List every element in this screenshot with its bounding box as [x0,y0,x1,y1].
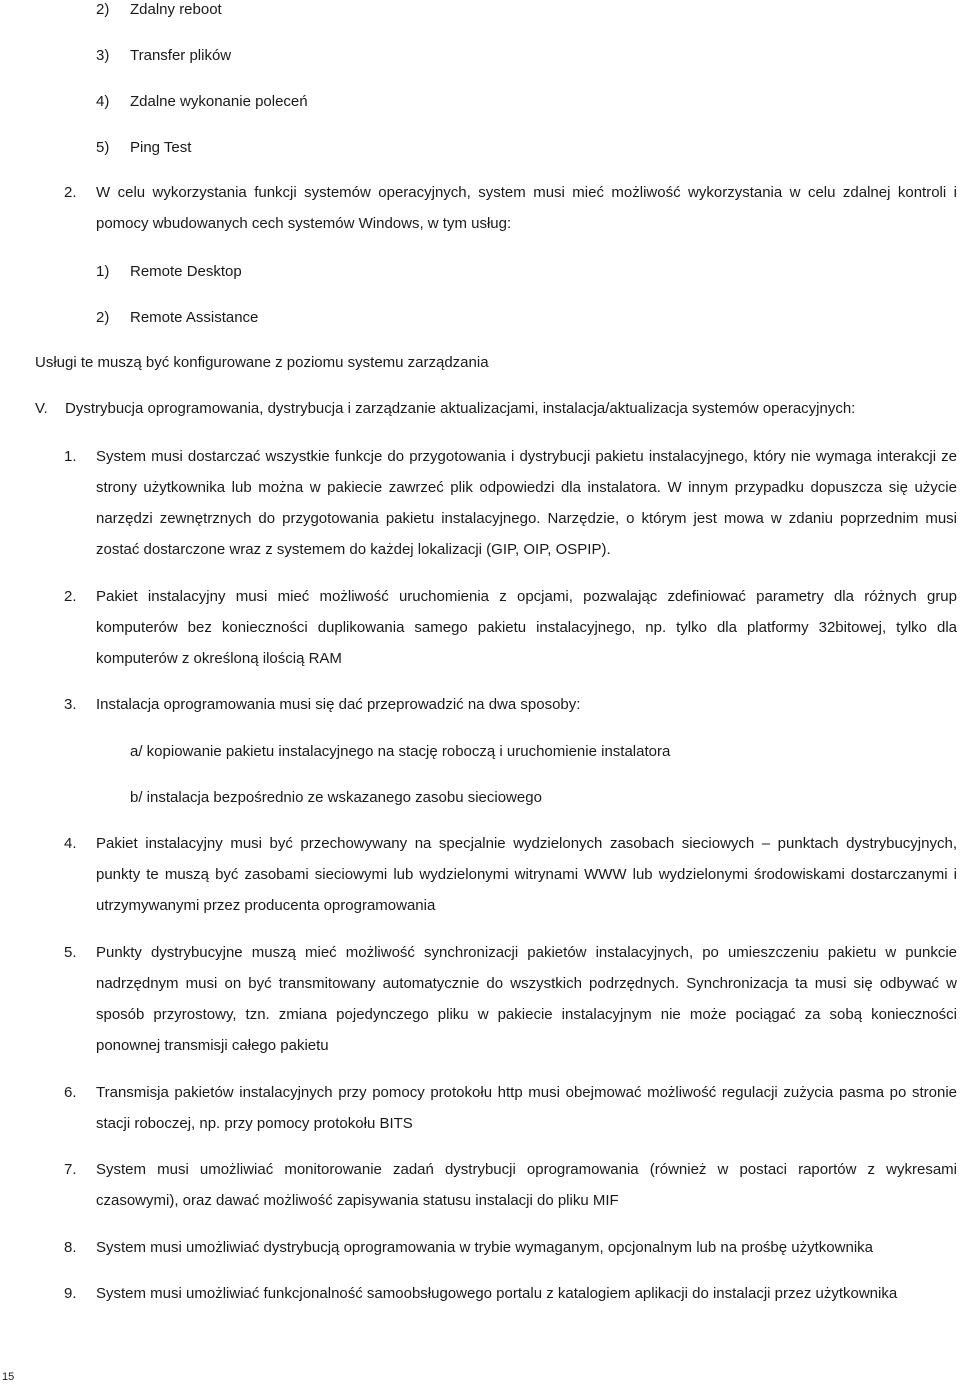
item-number: 8. [64,1239,77,1256]
item-number: 3. [64,696,77,713]
intro-list-item: Transfer plików [130,47,232,64]
item-number: 7. [64,1161,77,1178]
item-text-line: System musi umożliwiać funkcjonalność samoobsługowego portalu z katalogiem aplikacji do instalacji przez użytkownika [96,1285,898,1302]
section2-note: Usługi te muszą być konfigurowane z poziomu systemu zarządzania [35,354,489,371]
item-number: 2. [64,588,77,605]
item-number: 5. [64,944,77,961]
item-number: 4. [64,835,77,852]
item-text-line: ponownej transmisji całego pakietu [96,1037,329,1054]
section2-text-line: W celu wykorzystania funkcji systemów operacyjnych, system musi mieć możliwość wykorzystania w celu zdalnej kontroli i [96,184,957,201]
item-text-line: System musi dostarczać wszystkie funkcje do przygotowania i dystrybucji pakietu instalacyjnego, który nie wymaga interakcji ze [96,448,957,465]
section2-list-number: 1) [96,263,110,280]
item-text-line: nadrzędnym musi on być transmitowany automatycznie do wszystkich podrzędnych. Synchronizacja ta musi się odbywać w [96,975,957,992]
intro-list-item: Zdalne wykonanie poleceń [130,93,308,110]
intro-list-number: 2) [96,1,110,18]
intro-list-number: 5) [96,139,110,156]
item-number: 9. [64,1285,77,1302]
section2-list-item: Remote Assistance [130,309,259,326]
item-number: 1. [64,448,77,465]
item-text-line: punkty te muszą być zasobami sieciowymi lub wydzielonymi witrynami WWW lub wydzielonymi środowiskami dostarczanymi i [96,866,957,883]
item-text-line: System musi umożliwiać monitorowanie zadań dystrybucji oprogramowania (również w postaci raportów z wykresami [96,1161,957,1178]
section2-list-item: Remote Desktop [130,263,242,280]
item-sub-line: a/ kopiowanie pakietu instalacyjnego na stację roboczą i uruchomienie instalatora [130,743,671,760]
item-text-line: Punkty dystrybucyjne muszą mieć możliwość synchronizacji pakietów instalacyjnych, po umieszczeniu pakietu w punkcie [96,944,957,961]
item-text-line: strony użytkownika lub można w pakiecie zawrzeć plik odpowiedzi dla instalatora. W innym przypadku dopuszcza się użycie [96,479,957,496]
section2-number: 2. [64,184,77,201]
item-text-line: Pakiet instalacyjny musi być przechowywany na specjalnie wydzielonych zasobach sieciowych – punktach dystrybucyjnych, [96,835,957,852]
item-text-line: System musi umożliwiać dystrybucją oprogramowania w trybie wymaganym, opcjonalnym lub na prośbę użytkownika [96,1239,873,1256]
item-text-line: komputerów z określoną ilością RAM [96,650,342,667]
page-number: 15 [2,1371,15,1383]
section2-list-number: 2) [96,309,110,326]
item-text-line: sposób przyrostowy, tzn. zmiana pojedynczego pliku w pakiecie instalacyjnym nie może pociągać za sobą konieczności [96,1006,957,1023]
sectionV-title: Dystrybucja oprogramowania, dystrybucja i zarządzanie aktualizacjami, instalacja/aktualizacja systemów operacyjnych: [65,400,856,417]
item-text-line: utrzymywanymi przez producenta oprogramowania [96,897,436,914]
item-text-line: Pakiet instalacyjny musi mieć możliwość uruchomienia z opcjami, pozwalając zdefiniować parametry dla różnych grup [96,588,957,605]
section2-text-line: pomocy wbudowanych cech systemów Windows, w tym usług: [96,215,512,232]
intro-list-number: 3) [96,47,110,64]
item-number: 6. [64,1084,77,1101]
item-text-line: Instalacja oprogramowania musi się dać przeprowadzić na dwa sposoby: [96,696,581,713]
item-text-line: czasowymi), oraz dawać możliwość zapisywania statusu instalacji do pliku MIF [96,1192,619,1209]
item-text-line: zostać dostarczone wraz z systemem do każdej lokalizacji (GIP, OIP, OSPIP). [96,541,611,558]
intro-list-item: Zdalny reboot [130,1,222,18]
sectionV-number: V. [35,400,48,417]
item-text-line: stacji roboczej, np. przy pomocy protokołu BITS [96,1115,413,1132]
intro-list-number: 4) [96,93,110,110]
intro-list-item: Ping Test [130,139,192,156]
item-sub-line: b/ instalacja bezpośrednio ze wskazanego zasobu sieciowego [130,789,542,806]
item-text-line: narzędzi zewnętrznych do przygotowania pakietu instalacyjnego. Narzędzie, o którym jest mowa w zdaniu poprzednim musi [96,510,957,527]
item-text-line: komputerów bez konieczności duplikowania samego pakietu instalacyjnego, np. tylko dla platformy 32bitowej, tylko dla [96,619,957,636]
item-text-line: Transmisja pakietów instalacyjnych przy pomocy protokołu http musi obejmować możliwość regulacji zużycia pasma po stronie [96,1084,957,1101]
